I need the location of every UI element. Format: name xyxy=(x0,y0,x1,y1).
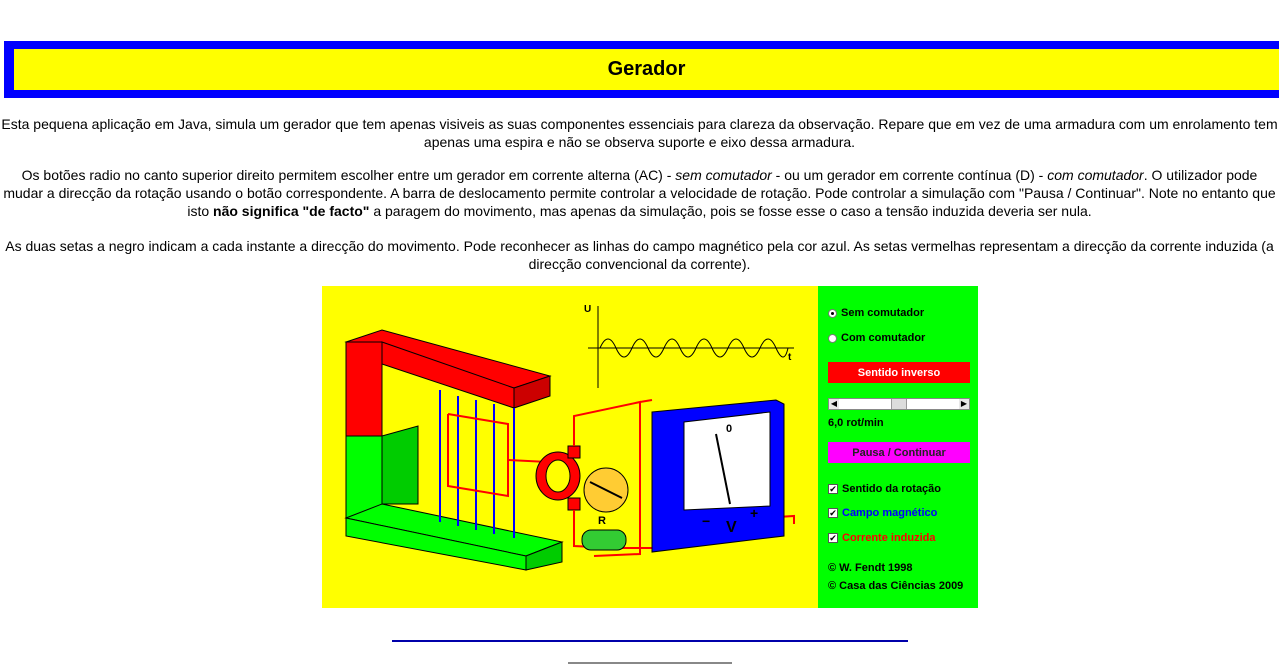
radio-dc-dot[interactable] xyxy=(828,334,837,343)
simulation-canvas xyxy=(322,286,818,608)
p2-text-c: . O utilizador pode mudar a direcção da rotação usando o botão correspondente. A barra de deslocamento permite controlar a velocidade de rotação. Pode controlar a simulação com "Pausa / Continuar". Note no entanto que isto xyxy=(3,167,1276,219)
meter-plus: + xyxy=(750,505,759,521)
page-title: Gerador xyxy=(607,58,686,80)
meter-zero-label: 0 xyxy=(726,423,733,435)
scroll-right-arrow[interactable]: ▶ xyxy=(960,399,968,408)
intro-paragraph-1: Esta pequena aplicação em Java, simula um gerador que tem apenas visiveis as suas componentes essenciais para clareza da observação. Repare que em vez de uma armadura com um enrolamento tem apenas uma espira e não se observa suporte e eixo dessa armadura. xyxy=(1,116,1278,150)
generator-applet[interactable] xyxy=(322,286,978,608)
field-lines xyxy=(440,390,514,538)
divider-line xyxy=(392,640,908,642)
p2-em-com-comutador: com comutador xyxy=(1047,167,1144,183)
p2-em-sem-comutador: sem comutador xyxy=(675,167,772,183)
p2-text-d: a paragem do movimento, mas apenas da simulação, pois se fosse esse o caso a tensão induzida deveria ser nula. xyxy=(369,203,1092,219)
meter-minus: − xyxy=(702,513,711,529)
magnet-north-front xyxy=(346,342,382,436)
brush-bottom xyxy=(568,498,580,510)
reverse-direction-button[interactable]: Sentido inverso xyxy=(828,362,970,383)
radio-dc-label: Com comutador xyxy=(841,332,926,344)
intro-paragraph-3: As duas setas a negro indicam a cada instante a direcção do movimento. Pode reconhecer as linhas do campo magnético pela cor azul. As setas vermelhas representam a direcção da corrente induzida (a direcção convencional da corrente). xyxy=(5,238,1274,272)
scroll-left-arrow[interactable]: ◀ xyxy=(830,399,838,408)
resistor-label: R xyxy=(598,515,606,527)
magnet-south-inner xyxy=(382,426,418,504)
p2-strong: não significa "de facto" xyxy=(213,203,370,219)
brush-top xyxy=(568,446,580,458)
check-rotation[interactable] xyxy=(828,483,941,495)
credit-casa: © Casa das Ciências 2009 xyxy=(828,580,964,592)
pause-continue-button[interactable]: Pausa / Continuar xyxy=(828,442,970,463)
speed-scrollbar[interactable] xyxy=(828,398,970,410)
p2-text-b: - ou um gerador em corrente contínua (D) - xyxy=(771,167,1048,183)
check-rotation-label: Sentido da rotação xyxy=(842,483,942,495)
intro-paragraph-2 xyxy=(0,166,1279,220)
check-field-label: Campo magnético xyxy=(842,507,938,519)
title-bar xyxy=(14,49,1279,90)
check-field[interactable] xyxy=(828,507,937,519)
resistor xyxy=(582,530,626,550)
check-field-box[interactable]: ✔ xyxy=(829,508,837,518)
title-banner xyxy=(4,41,1279,98)
radio-ac-dot[interactable] xyxy=(828,309,837,318)
check-rotation-box[interactable]: ✔ xyxy=(829,484,837,494)
check-current-label: Corrente induzida xyxy=(842,532,936,544)
control-panel xyxy=(818,286,978,608)
credit-fendt: © W. Fendt 1998 xyxy=(828,562,913,574)
speed-value: 6,0 rot/min xyxy=(828,417,884,429)
p2-text-a: Os botões radio no canto superior direito permitem escolher entre um gerador em corrente alterna (AC) - xyxy=(21,167,676,183)
radio-ac-label: Sem comutador xyxy=(841,307,925,319)
meter-v: V xyxy=(726,519,737,536)
check-current-box[interactable]: ✔ xyxy=(829,533,837,543)
generator-drawing xyxy=(322,286,818,608)
slip-ring-hole xyxy=(546,460,570,492)
radio-ac[interactable] xyxy=(828,307,924,319)
wire-meter-top xyxy=(640,400,652,402)
graph-t-label: t xyxy=(788,352,792,363)
graph-u-label: U xyxy=(584,304,592,315)
scroll-thumb[interactable] xyxy=(891,399,907,409)
check-current[interactable] xyxy=(828,532,936,544)
radio-dc[interactable] xyxy=(828,332,925,344)
